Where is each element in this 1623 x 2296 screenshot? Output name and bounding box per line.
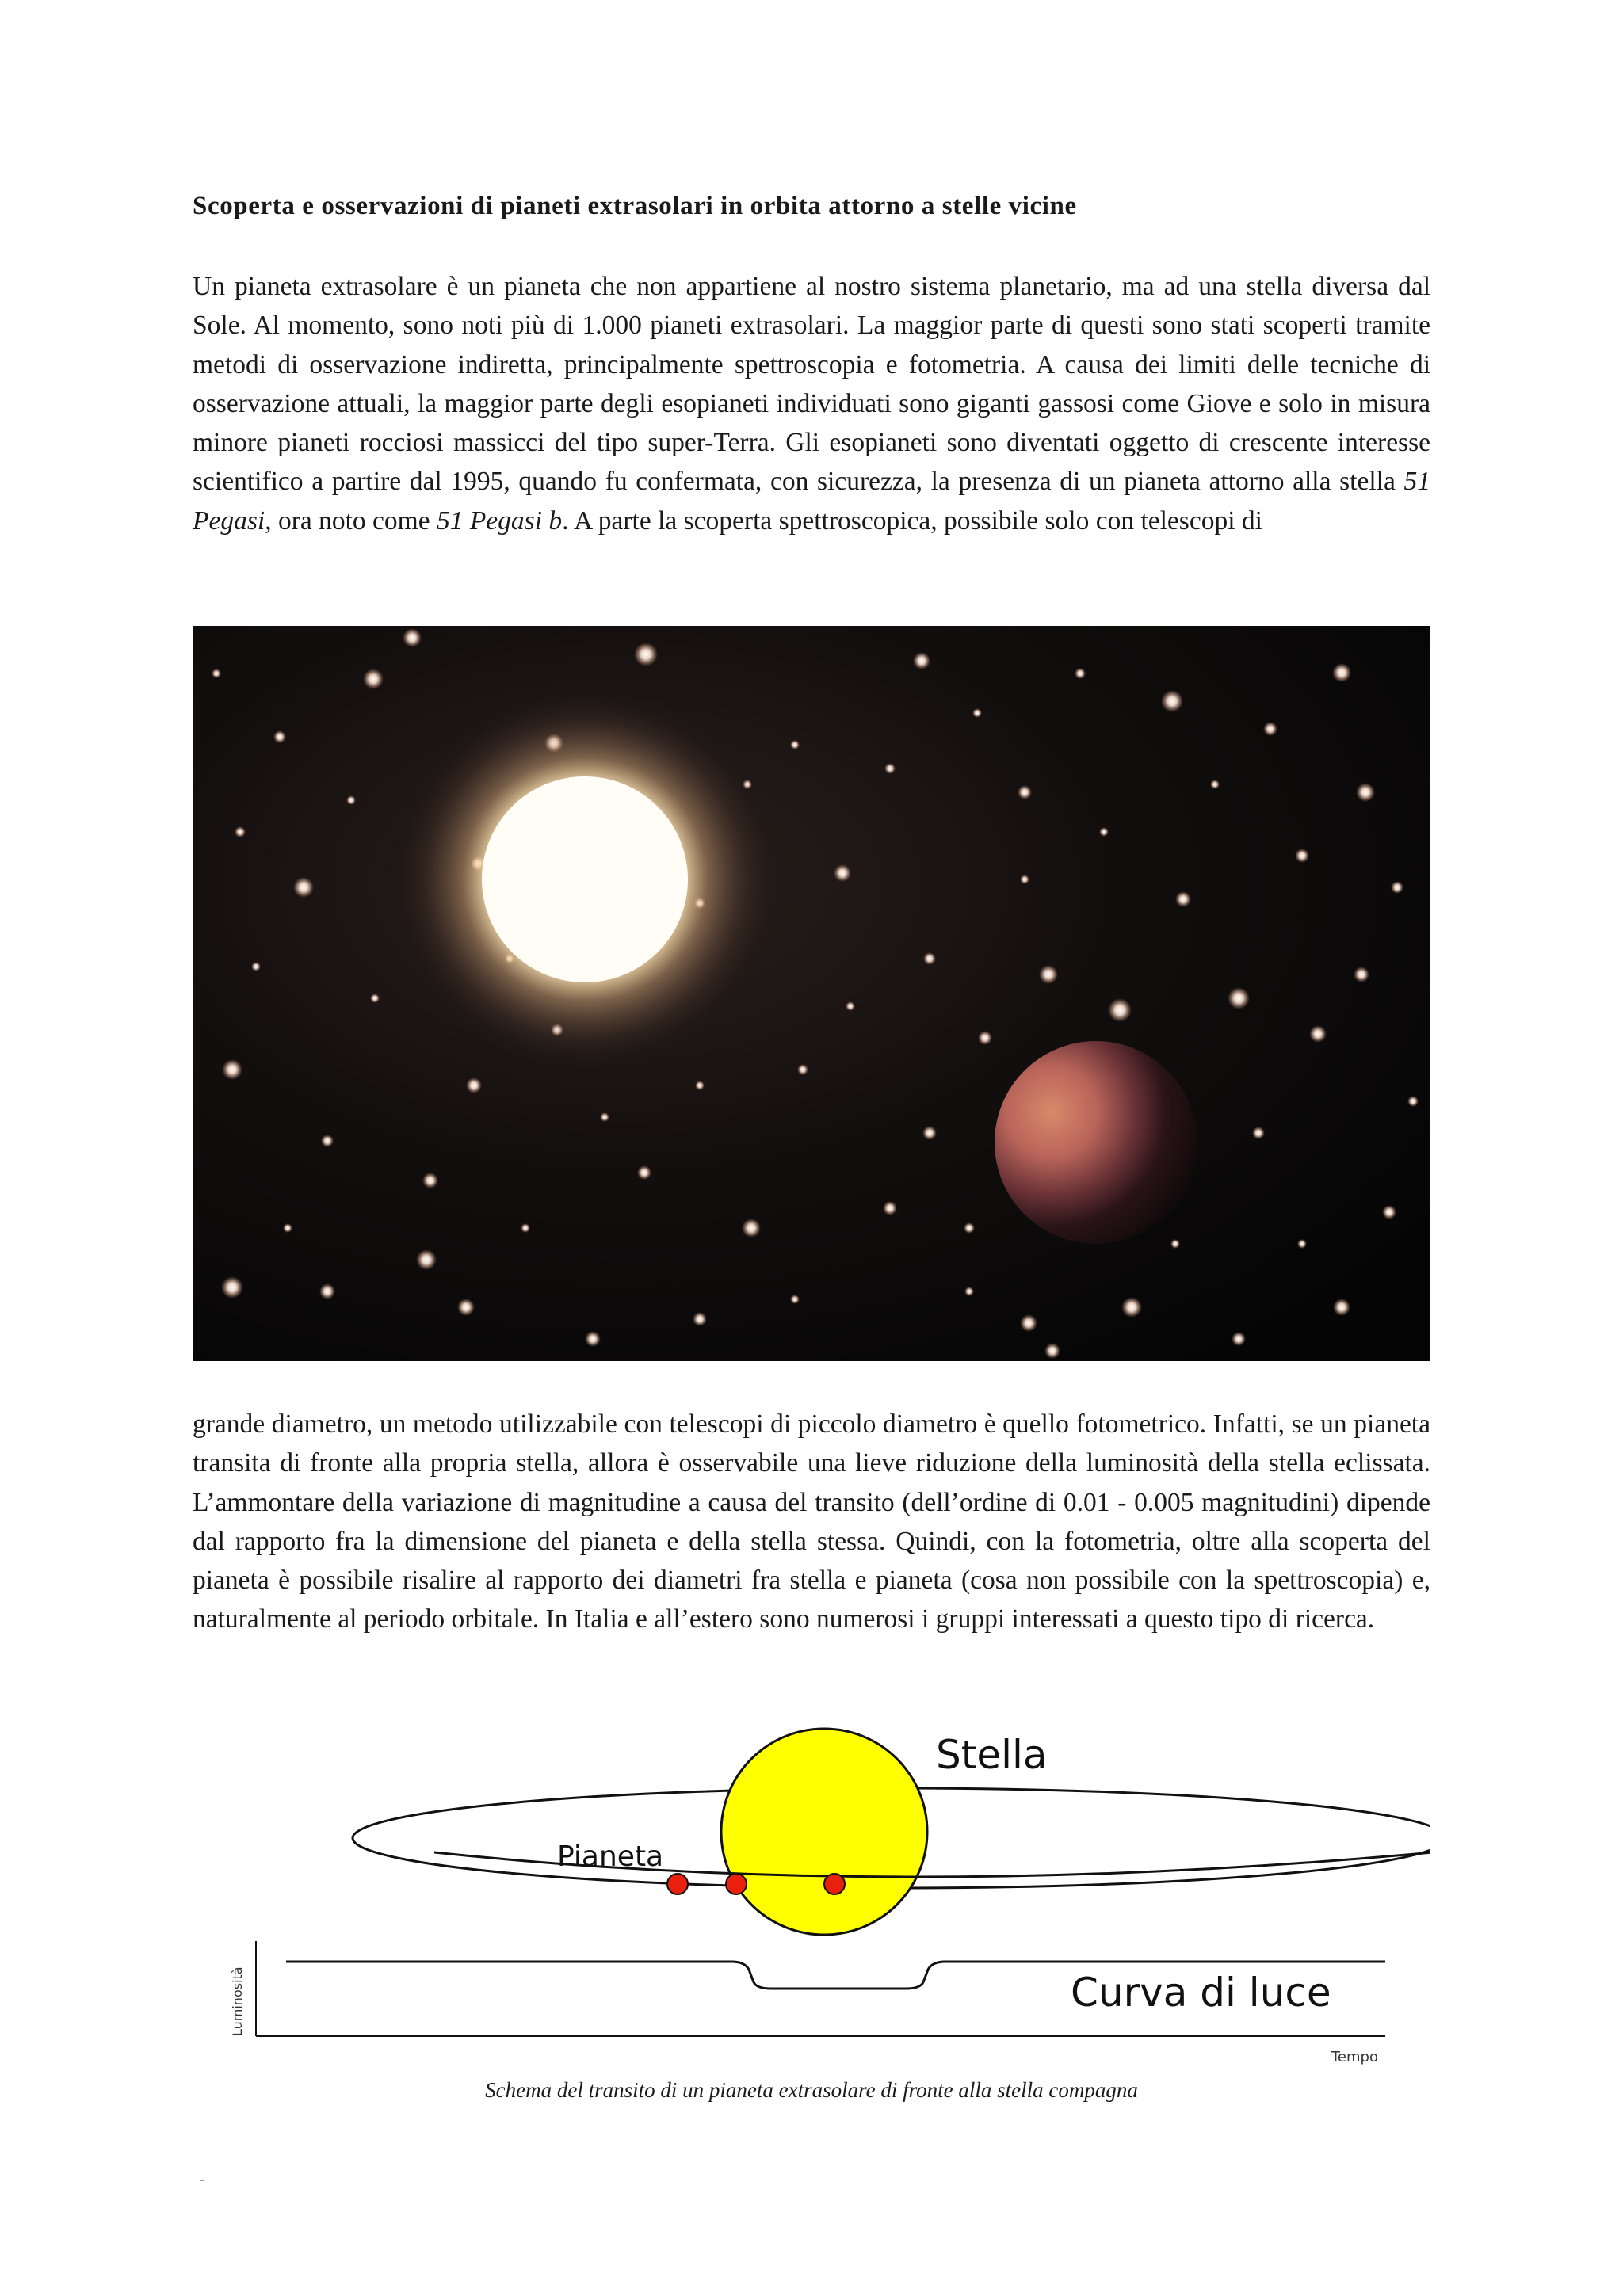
paragraph-photometry: grande diametro, un metodo utilizzabile con telescopi di piccolo diametro è quello fotometrico. Infatti, se un pianeta transita di fronte alla propria stella, allora è osservabile una lieve riduzione della luminosità della stella eclissata. L’ammontare della variazione di magnitudine a causa del transito (dell’ordine di 0.01 - 0.005 magnitudini) dipende dal rapporto fra la dimensione del pianeta e della stella stessa. Quindi, con la fotometria, oltre alla scoperta del pianeta è possibile risalire al rapporto dei diametri fra stella e pianeta (cosa non possibile con la spettroscopia) e, naturalmente al periodo orbitale. In Italia e all’estero sono numerosi i gruppi interessati a questo tipo di ricerca.	[193, 1409, 1430, 1634]
paragraph-intro-text-before: Un pianeta extrasolare è un pianeta che non appartiene al nostro sistema planetario, ma ad una stella diversa dal Sole. Al momento, sono noti più di 1.000 pianeti extrasolari. La maggior parte di questi sono stati scoperti tramite metodi di osservazione indiretta, principalmente spettroscopia e fotometria. A causa dei limiti delle tecniche di osservazione attuali, la maggior parte degli esopianeti individuati sono giganti gassosi come Giove e solo in misura minore pianeti rocciosi massicci del tipo super-Terra. Gli esopianeti sono diventati oggetto di crescente interesse scientifico a partire dal 1995, quando fu confermata, con sicurezza, la presenza di un pianeta attorno alla stella	[193, 272, 1430, 497]
exoplanet	[995, 1041, 1197, 1244]
page-mark: -	[200, 2171, 205, 2188]
star-label: Stella	[936, 1732, 1048, 1778]
document-title: Scoperta e osservazioni di pianeti extrasolari in orbita attorno a stelle vicine	[193, 192, 1077, 220]
planet-label: Pianeta	[557, 1840, 664, 1873]
figure-caption: Schema del transito di un pianeta extrasolare di fronte alla stella compagna	[485, 2078, 1138, 2102]
paragraph-intro-text-after: . A parte la scoperta spettroscopica, possibile solo con telescopi di	[562, 505, 1262, 536]
planet-position-2	[726, 1874, 747, 1894]
exoplanet-illustration	[193, 626, 1430, 1361]
planet-position-1	[667, 1874, 688, 1894]
transit-diagram	[193, 1703, 1430, 2076]
planet-position-3	[824, 1874, 845, 1894]
star-name-italic: 51 Pegasi	[193, 467, 1430, 536]
light-curve-label: Curva di luce	[1071, 1970, 1331, 2016]
star-disk	[721, 1729, 927, 1935]
host-star-core	[482, 776, 688, 982]
paragraph-intro	[193, 267, 1430, 540]
x-axis-label: Tempo	[1331, 2049, 1378, 2065]
y-axis-label: Luminosità	[230, 1966, 245, 2036]
paragraph-intro-text-middle: , ora noto come	[265, 505, 437, 536]
planet-name-italic: 51 Pegasi b	[436, 505, 563, 536]
